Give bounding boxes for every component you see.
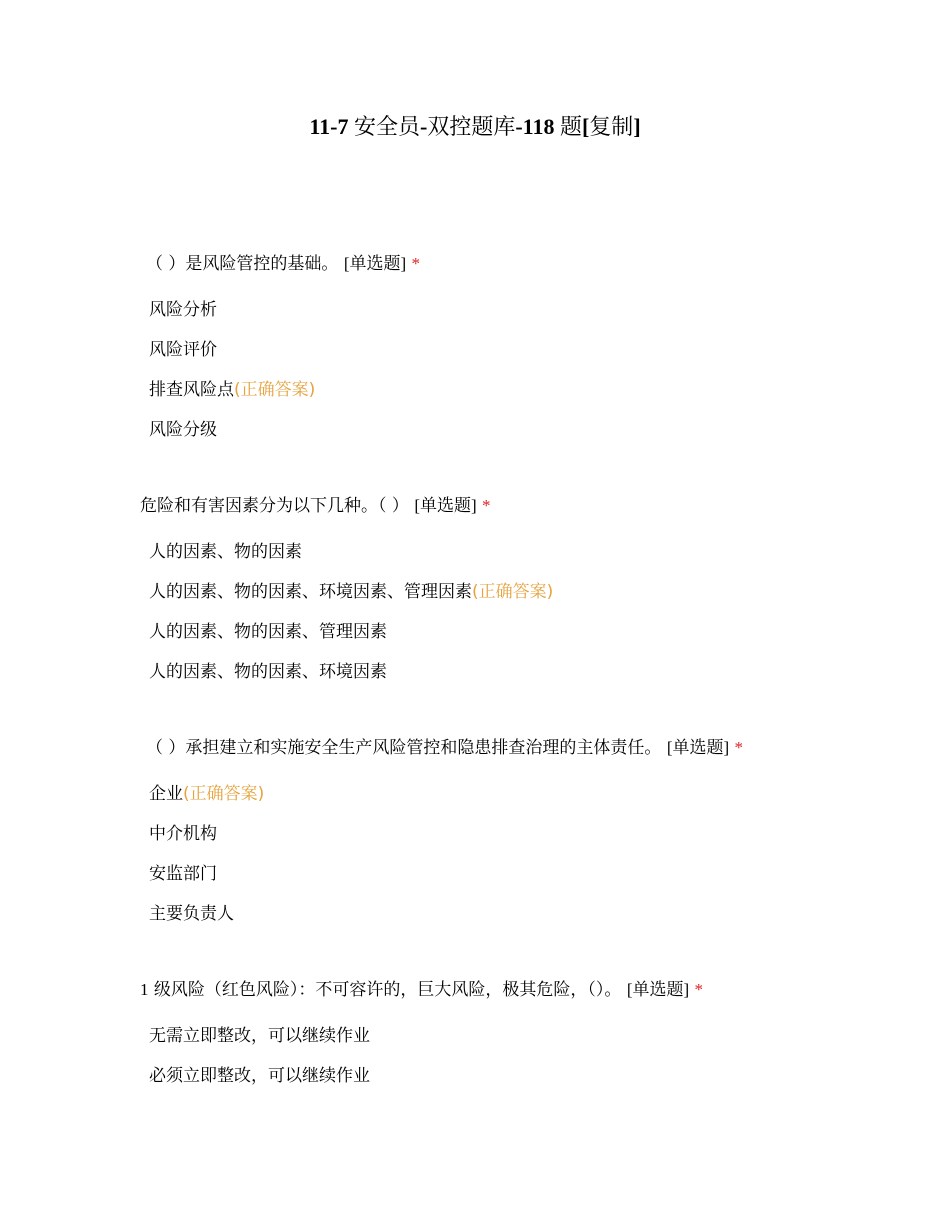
- title-dash-1: -: [419, 114, 428, 139]
- correct-answer-tag: (正确答案): [472, 582, 554, 602]
- title-bracket-close: ]: [633, 114, 641, 139]
- question-type-label: [单选题]: [626, 980, 690, 999]
- correct-answer-tag: (正确答案): [183, 784, 265, 804]
- required-mark: *: [734, 738, 744, 757]
- question-stem: [140, 978, 703, 1002]
- option-b: 人的因素、物的因素、环境因素、管理因素(正确答案): [149, 582, 554, 602]
- option-a: 无需立即整改，可以继续作业: [149, 1026, 370, 1046]
- title-text-3: 题: [559, 115, 582, 140]
- title-text-1: 安全员: [353, 115, 420, 140]
- option-a: 人的因素、物的因素: [149, 542, 302, 562]
- question-text: 危险和有害因素分为以下几种。（ ）: [140, 496, 409, 516]
- option-a: 企业(正确答案): [149, 784, 265, 804]
- title-dash-2: -: [515, 114, 523, 139]
- question-stem: [146, 736, 743, 760]
- option-d: 主要负责人: [149, 904, 234, 924]
- option-a: 风险分析: [149, 300, 217, 320]
- title-bracket-open: [: [581, 114, 590, 139]
- option-c: 排查风险点(正确答案): [149, 380, 316, 400]
- option-c: 安监部门: [149, 864, 217, 884]
- required-mark: *: [694, 980, 704, 999]
- question-stem: [140, 494, 491, 518]
- question-type-label: [单选题]: [343, 254, 407, 273]
- question-type-label: [单选题]: [666, 738, 730, 757]
- correct-answer-tag: (正确答案): [234, 380, 316, 400]
- required-mark: *: [482, 496, 491, 515]
- title-prefix: 11-7: [309, 114, 349, 139]
- question-stem: [146, 252, 420, 276]
- title-copy: 复制: [589, 115, 634, 140]
- option-d: 风险分级: [149, 420, 217, 440]
- option-c: 人的因素、物的因素、管理因素: [149, 622, 387, 642]
- question-type-label: [单选题]: [414, 496, 477, 515]
- page-title: [0, 112, 950, 143]
- option-b: 中介机构: [149, 824, 217, 844]
- option-b: 必须立即整改，可以继续作业: [149, 1066, 370, 1086]
- question-text: 级风险（红色风险）：不可容许的，巨大风险，极其危险，（）。: [153, 980, 622, 1000]
- title-number: 118: [522, 114, 555, 139]
- option-b: 风险评价: [149, 340, 217, 360]
- option-d: 人的因素、物的因素、环境因素: [149, 662, 387, 682]
- title-text-2: 双控题库: [427, 115, 516, 140]
- question-text: （ ）承担建立和实施安全生产风险管控和隐患排查治理的主体责任。: [146, 738, 662, 758]
- question-text: （ ）是风险管控的基础。: [146, 254, 339, 274]
- question-level-number: 1: [140, 980, 149, 999]
- required-mark: *: [411, 254, 421, 273]
